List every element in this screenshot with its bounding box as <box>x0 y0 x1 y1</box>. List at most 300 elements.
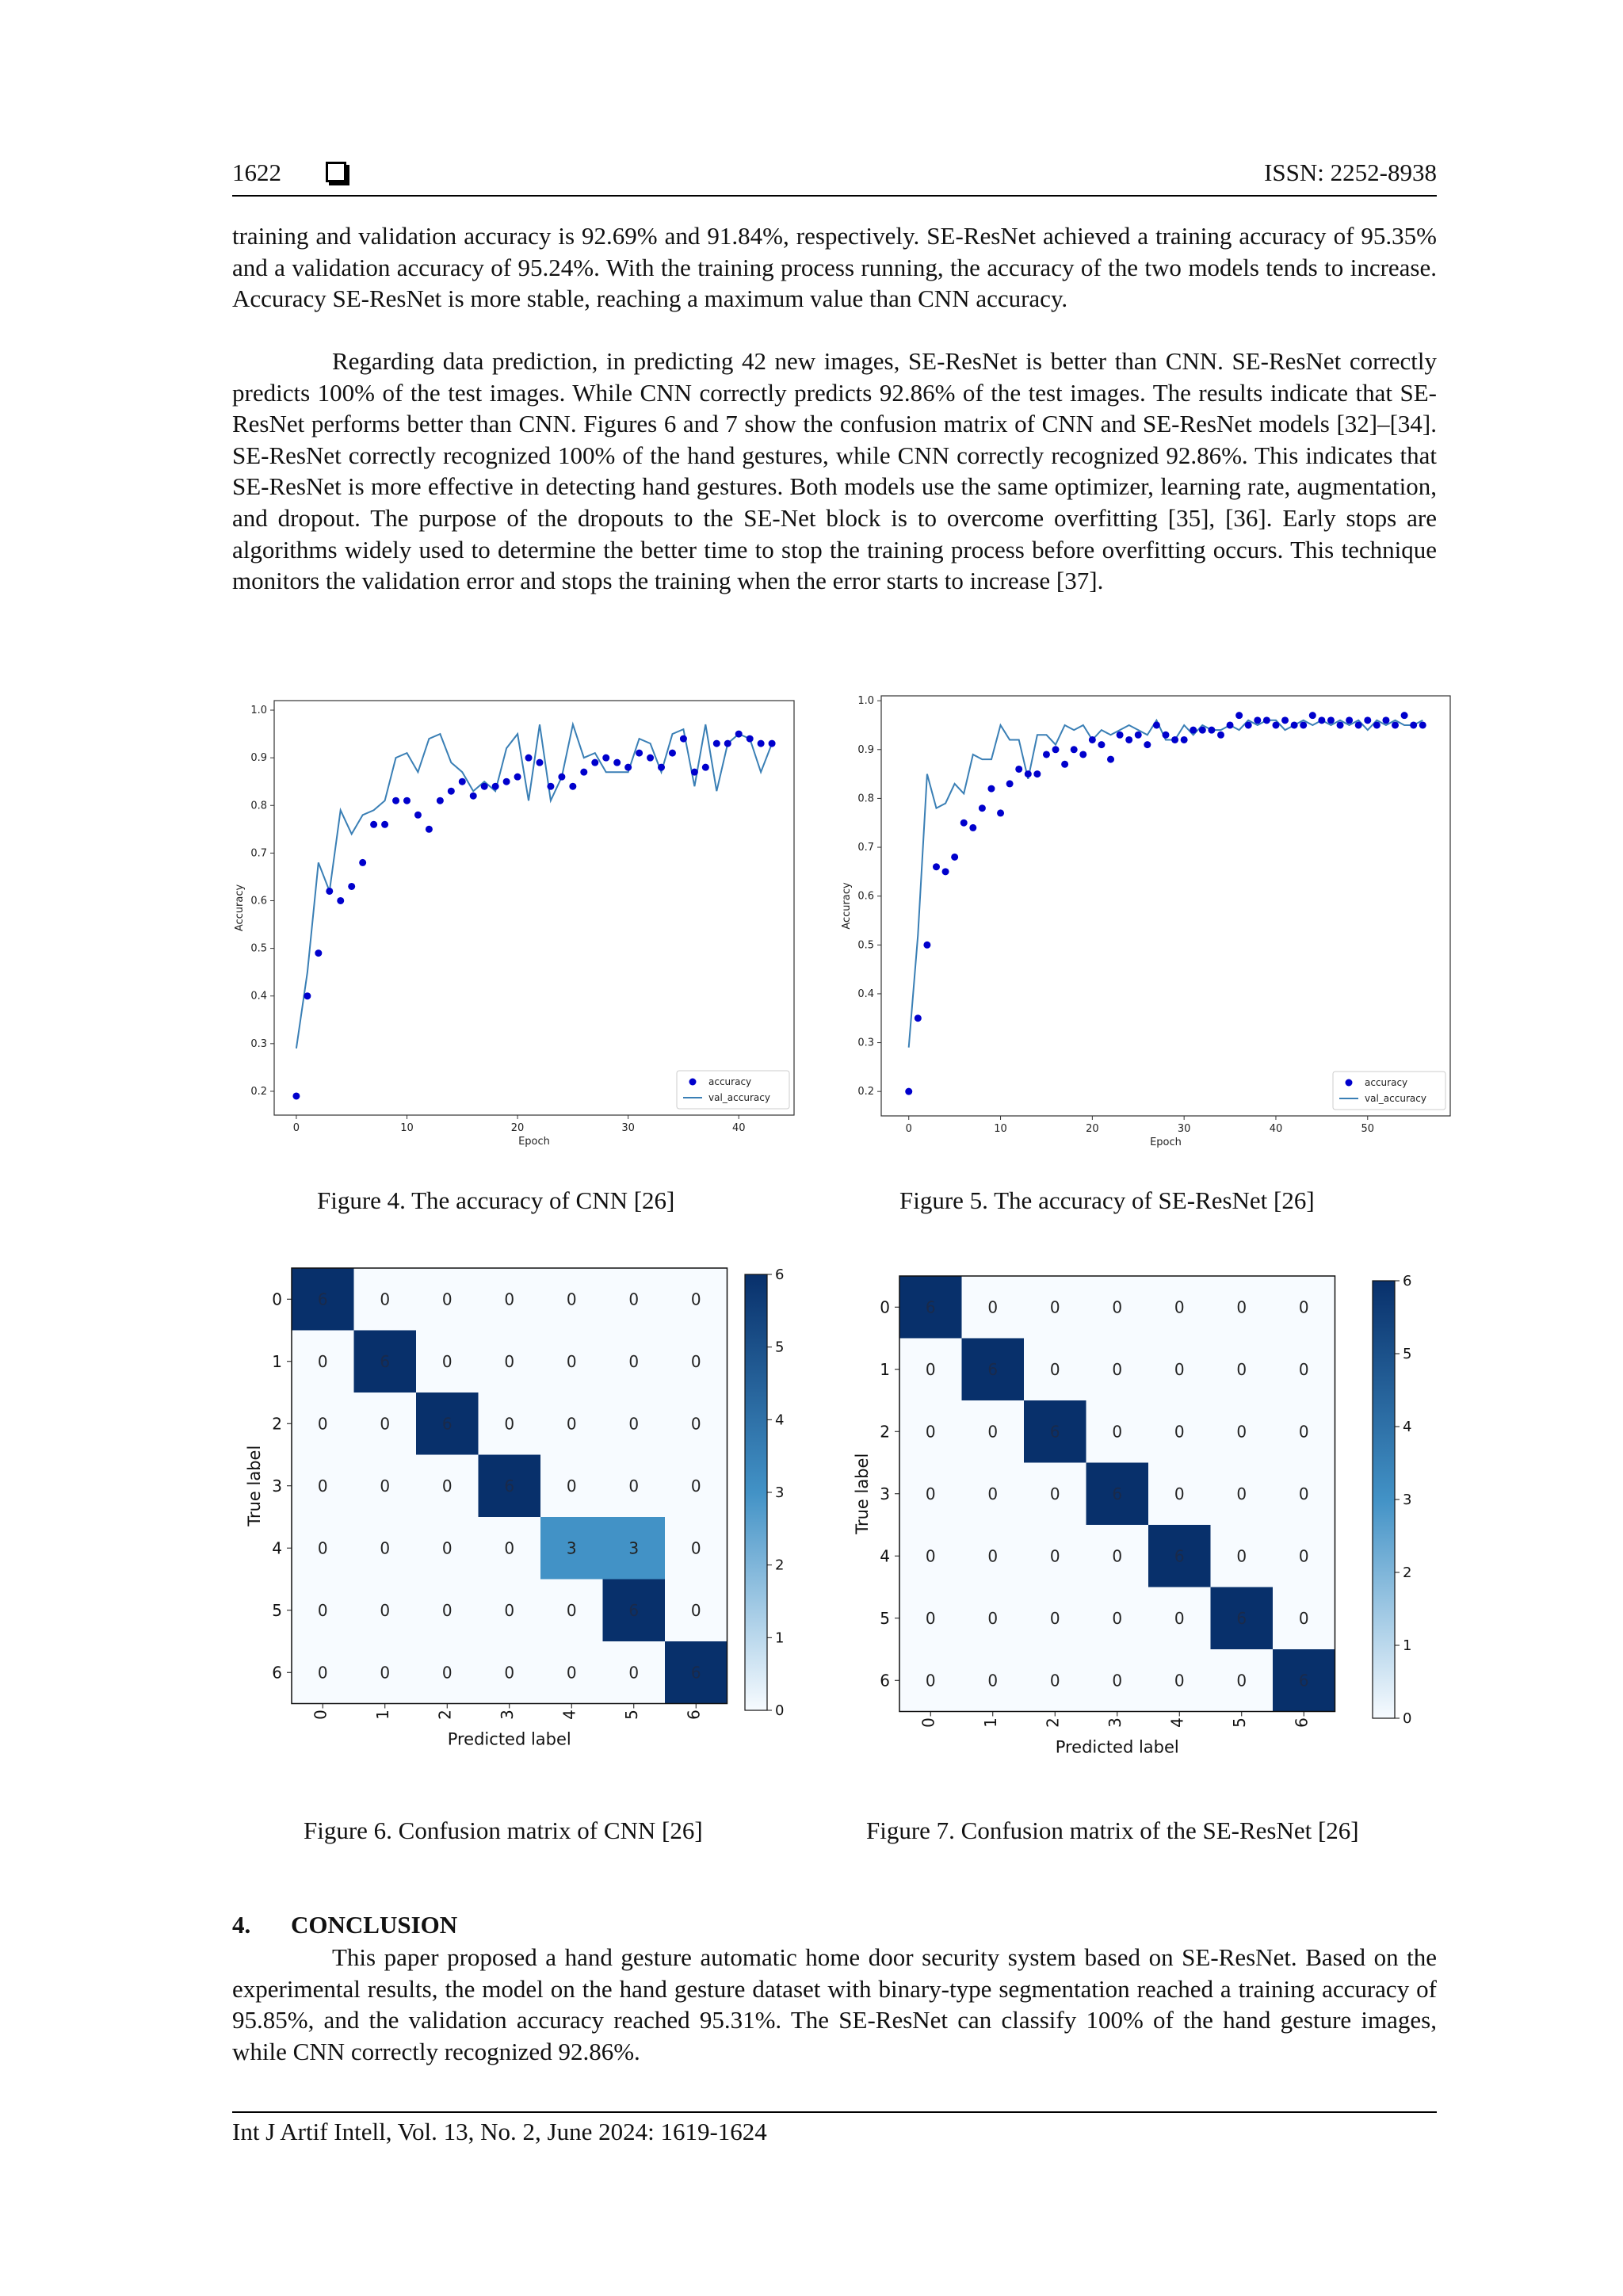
colorbar-tick-label: 3 <box>1403 1492 1412 1508</box>
cell-value: 0 <box>690 1351 701 1371</box>
x-tick-label: 5 <box>621 1710 641 1720</box>
figure-5-caption: Figure 5. The accuracy of SE-ResNet [26] <box>899 1186 1315 1214</box>
cell-value: 0 <box>628 1663 640 1683</box>
x-tick-label: 30 <box>621 1122 635 1134</box>
cell-value: 3 <box>566 1538 577 1558</box>
y-tick-label: 1.0 <box>250 705 267 717</box>
y-tick-label: 0.9 <box>250 752 267 765</box>
accuracy-point <box>1006 780 1014 787</box>
y-tick-label: 0 <box>272 1289 282 1309</box>
plot-frame <box>881 696 1450 1116</box>
page-header <box>232 155 1437 197</box>
cell-value: 0 <box>1174 1671 1185 1690</box>
y-tick-label: 6 <box>880 1671 890 1690</box>
accuracy-point <box>1033 770 1041 777</box>
y-tick-label: 0.7 <box>250 847 267 860</box>
cell-value: 0 <box>1174 1359 1185 1379</box>
paragraph-2: Regarding data prediction, in predicting 42 new images, SE-ResNet is better than CNN. SE-ResNet correctly predicts 100% of the test images. While CNN correctly predicts 92.86% of the test images. The results indicate that SE-ResNet performs better than CNN. Figures 6 and 7 show the confusion matrix of CNN and SE-ResNet models [32]–[34]. SE-ResNet correctly recognized 100% of the hand gestures, while CNN correctly recognized 92.86%. This indicates that SE-ResNet is more effective in detecting hand gestures. Both models use the same optimizer, learning rate, augmentation, and dropout. The purpose of the dropouts to the SE-Net block is to overcome overfitting [35], [36]. Early stops are algorithms widely used to determine the better time to stop the training process before overfitting occurs. This technique monitors the validation error and stops the training when the error starts to increase [37]. <box>232 347 1437 595</box>
accuracy-point <box>691 769 698 776</box>
accuracy-point <box>758 740 765 747</box>
accuracy-point <box>1355 721 1362 728</box>
cell-value: 0 <box>566 1600 577 1620</box>
y-tick-label: 0.6 <box>250 895 267 907</box>
x-tick-label: 0 <box>905 1123 912 1135</box>
cell-value: 0 <box>380 1476 391 1496</box>
cell-value: 0 <box>1174 1297 1185 1317</box>
cell-value: 0 <box>987 1546 999 1566</box>
accuracy-point <box>591 759 598 766</box>
accuracy-point <box>481 783 488 790</box>
accuracy-point <box>724 740 731 747</box>
cell-value: 0 <box>1236 1484 1247 1503</box>
legend-accuracy-marker <box>1346 1079 1353 1087</box>
y-tick-label: 5 <box>880 1608 890 1628</box>
accuracy-point <box>1245 721 1252 728</box>
cell-value: 0 <box>1049 1671 1060 1690</box>
cell-value: 0 <box>566 1476 577 1496</box>
accuracy-point <box>326 888 333 895</box>
accuracy-point <box>470 793 477 800</box>
cell-value: 0 <box>504 1351 515 1371</box>
accuracy-point <box>525 755 533 762</box>
accuracy-point <box>1291 721 1298 728</box>
y-axis-label: True label <box>245 1445 264 1526</box>
y-tick-label: 3 <box>272 1476 282 1496</box>
y-tick-label: 0.5 <box>857 939 874 952</box>
accuracy-point <box>624 764 632 771</box>
y-tick-label: 0 <box>880 1297 890 1317</box>
page-footer <box>232 2111 1437 2146</box>
cell-value: 6 <box>1112 1484 1123 1503</box>
accuracy-point <box>1079 751 1086 758</box>
cell-value: 0 <box>566 1289 577 1309</box>
colorbar-tick-label: 1 <box>775 1629 785 1647</box>
accuracy-point <box>702 764 709 771</box>
accuracy-point <box>613 759 621 766</box>
colorbar-tick-label: 5 <box>775 1339 785 1356</box>
colorbar-tick-label: 0 <box>775 1702 785 1719</box>
cell-value: 6 <box>317 1289 328 1309</box>
cell-value: 0 <box>925 1422 936 1442</box>
y-tick-label: 0.9 <box>857 743 874 756</box>
accuracy-point <box>1254 716 1261 724</box>
cell-value: 0 <box>380 1663 391 1683</box>
x-tick-label: 0 <box>918 1717 938 1728</box>
cell-value: 0 <box>317 1538 328 1558</box>
y-tick-label: 2 <box>880 1422 890 1442</box>
legend-accuracy-marker <box>689 1079 697 1086</box>
accuracy-point <box>915 1014 922 1022</box>
cell-value: 0 <box>628 1414 640 1434</box>
accuracy-point <box>370 821 377 828</box>
cell-value: 0 <box>1049 1484 1060 1503</box>
figure-7-caption: Figure 7. Confusion matrix of the SE-ResNet [26] <box>866 1817 1359 1844</box>
cell-value: 0 <box>1236 1422 1247 1442</box>
cell-value: 0 <box>566 1414 577 1434</box>
x-tick-label: 1 <box>980 1717 1000 1728</box>
accuracy-point <box>647 755 654 762</box>
cell-value: 0 <box>1298 1484 1309 1503</box>
accuracy-point <box>514 774 521 781</box>
accuracy-point <box>459 778 466 785</box>
cell-value: 0 <box>1236 1297 1247 1317</box>
accuracy-point <box>1217 732 1224 739</box>
accuracy-point <box>1098 741 1105 748</box>
footer-citation: Int J Artif Intell, Vol. 13, No. 2, June 2024: 1619-1624 <box>232 2118 767 2145</box>
cell-value: 0 <box>317 1600 328 1620</box>
cell-value: 0 <box>1112 1671 1123 1690</box>
accuracy-point <box>1419 721 1426 728</box>
colorbar-tick-label: 2 <box>1403 1564 1412 1581</box>
cell-value: 0 <box>441 1663 453 1683</box>
figure-4-accuracy-chart <box>235 688 805 1163</box>
x-tick-label: 4 <box>1167 1717 1187 1728</box>
accuracy-point <box>437 797 444 804</box>
cell-value: 0 <box>1049 1297 1060 1317</box>
accuracy-point <box>636 750 643 757</box>
accuracy-point <box>997 809 1004 816</box>
x-tick-label: 0 <box>311 1710 330 1720</box>
accuracy-point <box>337 897 344 904</box>
colorbar-tick-label: 4 <box>1403 1419 1412 1435</box>
accuracy-point <box>1327 716 1335 724</box>
x-axis-label: Predicted label <box>447 1729 571 1749</box>
cell-value: 0 <box>380 1600 391 1620</box>
accuracy-point <box>503 778 510 785</box>
accuracy-point <box>987 785 995 793</box>
cell-value: 6 <box>628 1600 640 1620</box>
accuracy-point <box>1364 716 1371 724</box>
accuracy-point <box>942 868 949 875</box>
cell-value: 0 <box>504 1600 515 1620</box>
accuracy-point <box>392 797 399 804</box>
accuracy-point <box>1025 770 1032 777</box>
cell-value: 0 <box>380 1289 391 1309</box>
x-tick-label: 2 <box>435 1710 455 1720</box>
accuracy-point <box>569 783 576 790</box>
colorbar-tick-label: 2 <box>775 1557 785 1574</box>
accuracy-point <box>1125 736 1132 743</box>
accuracy-point <box>1107 756 1114 763</box>
colorbar-tick-label: 3 <box>775 1484 785 1501</box>
section-heading <box>232 1911 457 1939</box>
accuracy-point <box>960 819 968 827</box>
cell-value: 0 <box>628 1351 640 1371</box>
accuracy-point <box>1199 727 1206 734</box>
cell-value: 0 <box>1298 1546 1309 1566</box>
y-tick-label: 5 <box>272 1600 282 1620</box>
accuracy-point <box>979 804 986 812</box>
cell-value: 0 <box>987 1422 999 1442</box>
accuracy-point <box>1190 727 1197 734</box>
y-tick-label: 4 <box>272 1538 282 1558</box>
cell-value: 0 <box>1298 1297 1309 1317</box>
cell-value: 0 <box>1112 1608 1123 1628</box>
cell-value: 0 <box>441 1289 453 1309</box>
figure-4-caption: Figure 4. The accuracy of CNN [26] <box>317 1186 675 1214</box>
cell-value: 0 <box>1174 1484 1185 1503</box>
cell-value: 6 <box>1298 1671 1309 1690</box>
cell-value: 0 <box>925 1608 936 1628</box>
x-tick-label: 10 <box>994 1123 1007 1135</box>
cell-value: 0 <box>441 1538 453 1558</box>
accuracy-point <box>1346 716 1353 724</box>
accuracy-point <box>1071 746 1078 753</box>
colorbar-tick-label: 6 <box>775 1266 785 1283</box>
accuracy-point <box>1117 732 1124 739</box>
paragraph-3: This paper proposed a hand gesture automatic home door security system based on SE-ResNet. Based on the experimental results, the model on the hand gesture dataset with binary-type segmentation reached a training accuracy of 95.85%, and the validation accuracy reached 95.31%. The SE-ResNet can classify 100% of the hand gesture images, while CNN correctly recognized 92.86%. <box>232 1943 1437 2065</box>
accuracy-point <box>448 788 455 795</box>
accuracy-point <box>381 821 388 828</box>
y-tick-label: 0.3 <box>250 1037 267 1050</box>
cell-value: 0 <box>504 1663 515 1683</box>
accuracy-point <box>1373 721 1381 728</box>
y-tick-label: 0.8 <box>857 793 874 805</box>
cell-value: 0 <box>1112 1422 1123 1442</box>
colorbar-tick-label: 5 <box>1403 1346 1412 1362</box>
x-tick-label: 50 <box>1361 1123 1375 1135</box>
accuracy-point <box>1410 721 1417 728</box>
accuracy-point <box>602 755 609 762</box>
cell-value: 0 <box>690 1414 701 1434</box>
cell-value: 0 <box>317 1663 328 1683</box>
colorbar <box>1373 1281 1395 1718</box>
cell-value: 0 <box>441 1600 453 1620</box>
y-tick-label: 0.2 <box>857 1086 874 1098</box>
x-tick-label: 4 <box>559 1710 579 1720</box>
y-tick-label: 0.4 <box>857 988 874 1000</box>
cell-value: 0 <box>380 1414 391 1434</box>
figure-6-confusion-matrix <box>238 1268 792 1799</box>
cell-value: 0 <box>1236 1359 1247 1379</box>
cell-value: 0 <box>1174 1608 1185 1628</box>
issn: ISSN: 2252-8938 <box>1264 159 1437 186</box>
y-tick-label: 0.8 <box>250 800 267 812</box>
y-axis-label: True label <box>853 1453 872 1534</box>
accuracy-point <box>1227 721 1234 728</box>
cell-value: 0 <box>987 1297 999 1317</box>
y-axis-label: Accuracy <box>841 882 853 930</box>
cell-value: 0 <box>690 1600 701 1620</box>
accuracy-point <box>292 1092 300 1099</box>
accuracy-point <box>1089 736 1096 743</box>
accuracy-point <box>1401 712 1408 719</box>
accuracy-point <box>1181 736 1188 743</box>
cell-value: 0 <box>987 1484 999 1503</box>
accuracy-point <box>1382 716 1389 724</box>
cell-value: 0 <box>504 1414 515 1434</box>
accuracy-point <box>1263 716 1270 724</box>
accuracy-point <box>492 783 499 790</box>
cell-value: 0 <box>317 1476 328 1496</box>
legend-val-label: val_accuracy <box>708 1092 770 1103</box>
accuracy-point <box>951 854 958 861</box>
accuracy-point <box>1153 721 1160 728</box>
cell-value: 0 <box>566 1351 577 1371</box>
cell-value: 0 <box>690 1289 701 1309</box>
accuracy-point <box>414 812 422 819</box>
section-title: CONCLUSION <box>291 1911 458 1939</box>
colorbar <box>745 1274 767 1710</box>
cell-value: 6 <box>380 1351 391 1371</box>
cell-value: 0 <box>1298 1608 1309 1628</box>
cell-value: 0 <box>1049 1359 1060 1379</box>
accuracy-point <box>403 797 411 804</box>
accuracy-point <box>536 759 543 766</box>
y-tick-label: 0.3 <box>857 1037 874 1049</box>
cell-value: 6 <box>1049 1422 1060 1442</box>
x-tick-label: 3 <box>497 1710 517 1720</box>
cell-value: 0 <box>628 1476 640 1496</box>
cell-value: 0 <box>628 1289 640 1309</box>
accuracy-point <box>1208 727 1215 734</box>
section-number: 4. <box>232 1911 251 1939</box>
accuracy-point <box>315 949 322 957</box>
accuracy-point <box>426 826 433 833</box>
figure-5-accuracy-chart <box>841 688 1455 1163</box>
cell-value: 0 <box>925 1671 936 1690</box>
x-tick-label: 40 <box>1269 1123 1283 1135</box>
y-tick-label: 2 <box>272 1414 282 1434</box>
accuracy-point <box>1052 746 1060 753</box>
cell-value: 0 <box>987 1671 999 1690</box>
cell-value: 0 <box>566 1663 577 1683</box>
cell-value: 0 <box>317 1414 328 1434</box>
colorbar-tick-label: 4 <box>775 1412 785 1429</box>
accuracy-point <box>680 735 687 743</box>
accuracy-point <box>923 942 930 949</box>
accuracy-point <box>747 735 754 743</box>
accuracy-point <box>558 774 565 781</box>
x-tick-label: 3 <box>1105 1717 1125 1728</box>
accuracy-point <box>1300 721 1307 728</box>
accuracy-point <box>304 992 311 999</box>
cell-value: 6 <box>1174 1546 1185 1566</box>
cell-value: 6 <box>925 1297 936 1317</box>
cell-value: 0 <box>925 1484 936 1503</box>
accuracy-point <box>1272 721 1279 728</box>
figure-7-confusion-matrix <box>853 1268 1426 1799</box>
colorbar-tick-label: 6 <box>1403 1273 1412 1289</box>
accuracy-point <box>769 740 776 747</box>
cell-value: 0 <box>317 1351 328 1371</box>
accuracy-point <box>1061 761 1068 768</box>
accuracy-point <box>1318 716 1325 724</box>
colorbar-tick-label: 1 <box>1403 1637 1412 1654</box>
accuracy-point <box>1135 732 1142 739</box>
x-axis-label: Predicted label <box>1055 1737 1179 1757</box>
legend-val-label: val_accuracy <box>1365 1093 1426 1104</box>
accuracy-point <box>658 764 665 771</box>
y-tick-label: 4 <box>880 1546 890 1566</box>
x-tick-label: 40 <box>731 1122 746 1134</box>
y-tick-label: 3 <box>880 1484 890 1503</box>
y-axis-label: Accuracy <box>234 884 246 932</box>
x-tick-label: 20 <box>1086 1123 1099 1135</box>
accuracy-point <box>713 740 720 747</box>
page-number: 1622 <box>232 159 281 186</box>
cell-value: 0 <box>1112 1359 1123 1379</box>
accuracy-point <box>905 1088 912 1095</box>
x-tick-label: 2 <box>1043 1717 1063 1728</box>
accuracy-point <box>1235 712 1243 719</box>
x-tick-label: 6 <box>1292 1717 1312 1728</box>
accuracy-point <box>969 824 976 831</box>
cell-value: 0 <box>1236 1671 1247 1690</box>
cell-value: 0 <box>504 1289 515 1309</box>
legend-accuracy-label: accuracy <box>708 1076 752 1087</box>
cell-value: 6 <box>441 1414 453 1434</box>
cell-value: 0 <box>925 1359 936 1379</box>
y-tick-label: 1.0 <box>857 695 874 708</box>
y-tick-label: 1 <box>880 1359 890 1379</box>
cell-value: 0 <box>1174 1422 1185 1442</box>
x-tick-label: 10 <box>400 1122 414 1134</box>
x-tick-label: 6 <box>684 1710 704 1720</box>
accuracy-point <box>1309 712 1316 719</box>
x-tick-label: 1 <box>372 1710 392 1720</box>
accuracy-point <box>547 783 554 790</box>
x-axis-label: Epoch <box>518 1136 550 1148</box>
y-tick-label: 0.5 <box>250 942 267 955</box>
cell-value: 0 <box>987 1608 999 1628</box>
cell-value: 0 <box>441 1476 453 1496</box>
square-bullet-icon <box>326 162 346 182</box>
accuracy-point <box>933 863 940 870</box>
cell-value: 0 <box>690 1538 701 1558</box>
figure-6-caption: Figure 6. Confusion matrix of CNN [26] <box>304 1817 703 1844</box>
accuracy-point <box>1281 716 1289 724</box>
cell-value: 0 <box>1236 1546 1247 1566</box>
accuracy-point <box>1015 766 1022 773</box>
cell-value: 0 <box>1112 1546 1123 1566</box>
x-axis-label: Epoch <box>1150 1137 1182 1148</box>
y-tick-label: 6 <box>272 1663 282 1683</box>
cell-value: 0 <box>1112 1297 1123 1317</box>
accuracy-point <box>359 859 366 866</box>
y-tick-label: 0.7 <box>857 842 874 854</box>
legend-accuracy-label: accuracy <box>1365 1077 1408 1088</box>
cell-value: 0 <box>925 1546 936 1566</box>
y-tick-label: 0.2 <box>250 1085 267 1098</box>
y-tick-label: 1 <box>272 1351 282 1371</box>
accuracy-point <box>1144 741 1151 748</box>
paragraph-1: training and validation accuracy is 92.69% and 91.84%, respectively. SE-ResNet achieved a training accuracy of 95.35% and a validation accuracy of 95.24%. With the training process running, the accuracy of the two models tends to increase. Accuracy SE-ResNet is more stable, reaching a maximum value than CNN accuracy. <box>232 222 1437 313</box>
cell-value: 6 <box>987 1359 999 1379</box>
cell-value: 0 <box>441 1351 453 1371</box>
x-tick-label: 30 <box>1177 1123 1191 1135</box>
cell-value: 6 <box>690 1663 701 1683</box>
y-tick-label: 0.6 <box>857 890 874 903</box>
y-tick-label: 0.4 <box>250 990 267 1003</box>
accuracy-point <box>1163 732 1170 739</box>
accuracy-point <box>669 750 676 757</box>
cell-value: 0 <box>504 1538 515 1558</box>
cell-value: 0 <box>1049 1546 1060 1566</box>
cell-value: 0 <box>1298 1359 1309 1379</box>
accuracy-point <box>580 769 587 776</box>
accuracy-point <box>348 883 355 890</box>
cell-value: 6 <box>504 1476 515 1496</box>
accuracy-point <box>1171 736 1178 743</box>
x-tick-label: 20 <box>510 1122 525 1134</box>
cell-value: 0 <box>690 1476 701 1496</box>
cell-value: 0 <box>380 1538 391 1558</box>
accuracy-point <box>735 731 743 738</box>
cell-value: 6 <box>1236 1608 1247 1628</box>
accuracy-point <box>1392 721 1399 728</box>
accuracy-point <box>1337 721 1344 728</box>
